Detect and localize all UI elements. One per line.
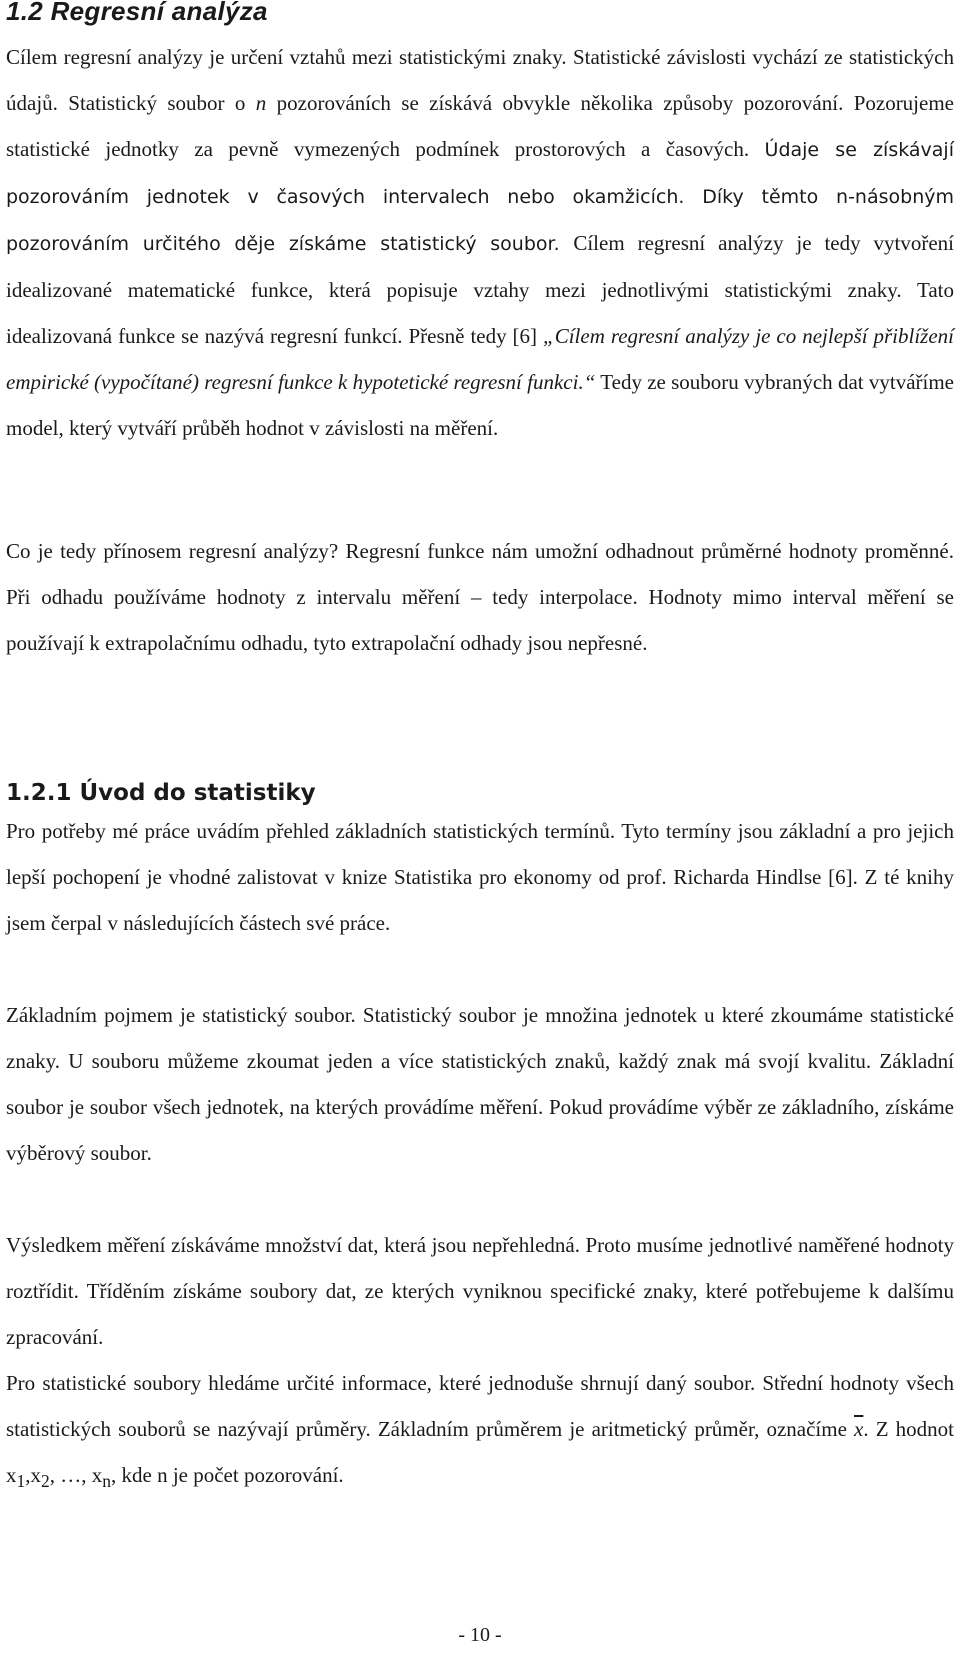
subsection-title: 1.2.1 Úvod do statistiky — [6, 780, 316, 806]
stats-paragraph-4 — [6, 1360, 954, 1504]
quote: „Cílem regresní analýzy je co nejlepší přiblížení empirické (vypočítané) regresní funkce k hypotetické regresní funkci.“ — [6, 324, 954, 394]
variable-n: n — [255, 91, 267, 115]
stats-paragraph-2: Základním pojmem je statistický soubor. Statistický soubor je množina jednotek u které zkoumáme statistické znaky. U souboru můžeme zkoumat jeden a více statistických znaků, každý znak má svojí kvalitu. Základní soubor je soubor všech jednotek, na kterých provádíme měření. Pokud provádíme výběr ze základního, získáme výběrový soubor. — [6, 1003, 954, 1165]
text-run: Cílem regresní analýzy je tedy vytvoření idealizované matematické funkce, která popisuje vztahy mezi jednotlivými statistickými znaky. Tato idealizovaná funkce se nazývá regresní funkcí. Přesně tedy [6] — [6, 231, 954, 348]
intro-paragraph-2: Co je tedy přínosem regresní analýzy? Regresní funkce nám umožní odhadnout průměrné hodnoty proměnné. Při odhadu používáme hodnoty z intervalu měření – tedy interpolace. Hodnoty mimo interval měření se používají k extrapolačnímu odhadu, tyto extrapolační odhady jsou nepřesné. — [6, 539, 954, 655]
mean-symbol: $\overline{x}$ — [854, 1417, 864, 1441]
text-run: Cílem regresní analýzy je určení vztahů mezi statistickými znaky. Statistické závislosti vychází ze statistických údajů. Statistický soubor o — [6, 45, 954, 115]
subscript: 2 — [41, 1471, 50, 1492]
intro-paragraph-1 — [6, 34, 954, 451]
text-run: Pro statistické soubory hledáme určité informace, které jednoduše shrnují daný soubor. Střední hodnoty všech statistických souborů se nazývají průměry. Základním průměrem je aritmetický průměr, označíme — [6, 1371, 954, 1441]
subscript: n — [102, 1471, 111, 1492]
stats-paragraph-1-text: Pro potřeby mé práce uvádím přehled základních statistických termínů. Tyto termíny jsou základní a pro jejich lepší pochopení je vhodné zalistovat v knize Statistika pro ekonomy od prof. Richarda Hindlse [6]. Z té knihy jsem čerpal v následujících částech své práce. — [6, 819, 954, 935]
text-run: pozorováních se získává obvykle několika způsoby pozorování. Pozorujeme statistické jednotky za pevně vymezených podmínek prostorových a časových. — [6, 91, 954, 161]
subscript: 1 — [16, 1471, 26, 1492]
text-run: , …, x — [49, 1463, 103, 1487]
page-number: - 10 - — [458, 1624, 502, 1646]
text-run: ,x — [25, 1463, 41, 1487]
text-run: . Z hodnot x — [6, 1417, 954, 1487]
stats-paragraph-3: Výsledkem měření získáváme množství dat, která jsou nepřehledná. Proto musíme jednotlivé naměřené hodnoty roztřídit. Tříděním získáme soubory dat, ze kterých vyniknou specifické znaky, které potřebujeme k dalšímu zpracování. — [6, 1233, 954, 1349]
section-title: 1.2 Regresní analýza — [6, 0, 268, 26]
text-run: Tedy ze souboru vybraných dat vytváříme model, který vytváří průběh hodnot v závislosti na měření. — [6, 370, 954, 440]
text-run: Údaje se získávají pozorováním jednotek v časových intervalech nebo okamžicích. Díky těmto n-násobným pozorováním určitého děje získáme statistický soubor. — [6, 139, 954, 255]
text-run: , kde n je počet pozorování. — [111, 1463, 344, 1487]
